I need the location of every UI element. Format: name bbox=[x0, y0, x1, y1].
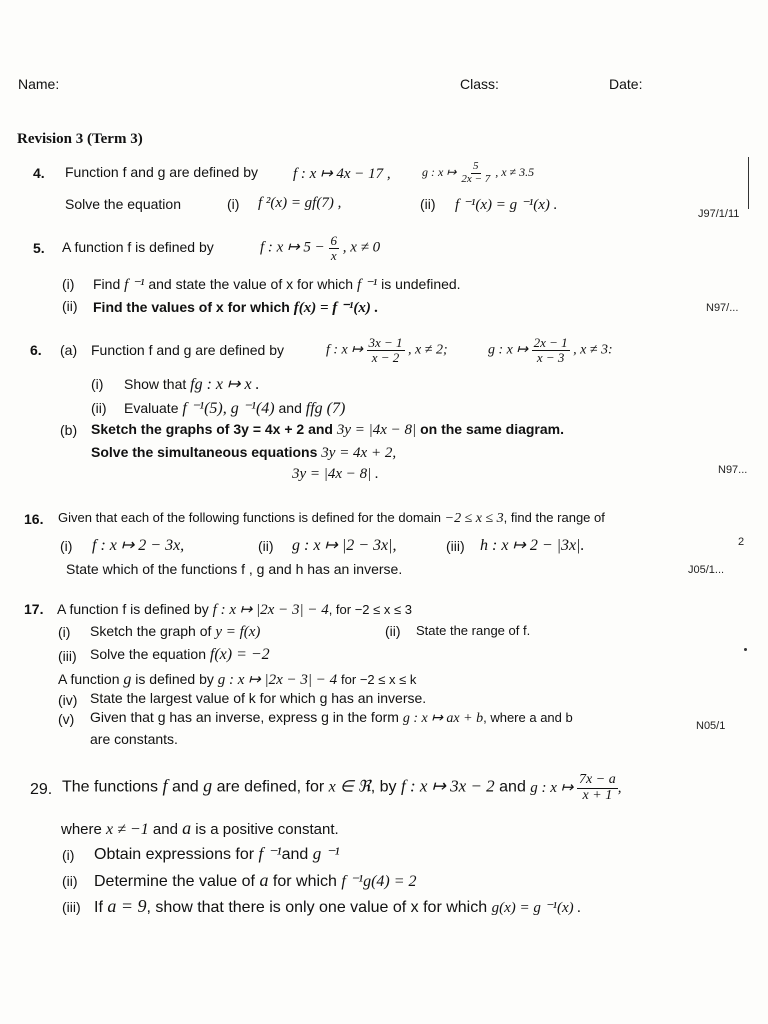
text: are defined, for bbox=[216, 778, 325, 796]
part-i-text bbox=[93, 275, 461, 294]
equation: f(x) = f ⁻¹(x) . bbox=[293, 300, 379, 316]
source-reference: J05/1... bbox=[688, 564, 725, 576]
sub-i-text bbox=[124, 374, 260, 394]
g-symbol: g bbox=[123, 671, 132, 688]
side-mark: 2 bbox=[738, 536, 745, 548]
text: and bbox=[152, 821, 178, 838]
f-lhs: f : x ↦ 5 − bbox=[260, 239, 325, 256]
text: Solve the equation bbox=[90, 646, 206, 662]
part-label: (v) bbox=[58, 711, 75, 727]
g-definition bbox=[488, 336, 613, 364]
source-reference: N97... bbox=[718, 464, 748, 476]
a-symbol: a bbox=[182, 818, 192, 838]
scan-dot-mark bbox=[744, 648, 747, 651]
fraction-denominator: 2x − 7 bbox=[461, 172, 491, 185]
condition: x ≠ −1 bbox=[106, 821, 149, 838]
equation: f ⁻¹g(4) = 2 bbox=[341, 873, 417, 890]
fraction-numerator: 6 bbox=[330, 233, 338, 248]
where-line bbox=[61, 818, 339, 839]
question-text bbox=[57, 600, 412, 619]
expression: ffg (7) bbox=[305, 400, 346, 417]
f-fraction bbox=[329, 234, 340, 262]
text: Show that bbox=[124, 376, 187, 392]
g-fraction bbox=[577, 773, 618, 803]
fraction-denominator: x − 2 bbox=[371, 349, 400, 365]
text: , for −2 ≤ x ≤ 3 bbox=[328, 602, 412, 617]
part-v-continued: are constants. bbox=[90, 731, 178, 747]
text: Find bbox=[93, 276, 121, 292]
question-text bbox=[58, 510, 605, 527]
solve-label: Solve the equation bbox=[65, 196, 181, 212]
f-lhs: f : x ↦ bbox=[326, 342, 363, 358]
solve-line bbox=[91, 444, 396, 462]
part-label: (ii) bbox=[258, 538, 274, 554]
function-h: h : x ↦ 2 − |3x|. bbox=[480, 537, 585, 554]
text: Given that g has an inverse, express g in the form bbox=[90, 709, 399, 725]
text: Determine the value of bbox=[94, 873, 255, 890]
f-inverse: f ⁻¹ bbox=[124, 277, 145, 293]
text: Solve the simultaneous equations bbox=[91, 444, 318, 460]
part-label: (a) bbox=[60, 342, 78, 358]
part-label: (ii) bbox=[62, 873, 78, 889]
part-ii-text: State the range of f. bbox=[416, 623, 531, 638]
text: , show that there is only one value of x for which bbox=[146, 899, 488, 916]
part-label: (ii) bbox=[91, 400, 107, 416]
part-label: (b) bbox=[60, 422, 78, 438]
g-symbol: g bbox=[203, 775, 213, 796]
question-text: Function f and g are defined by bbox=[91, 342, 285, 358]
text: and bbox=[499, 778, 526, 796]
question-number: 6. bbox=[30, 342, 42, 358]
text: A function f is defined by bbox=[57, 601, 209, 617]
text: Evaluate bbox=[124, 400, 179, 416]
g-lhs: g : x ↦ bbox=[488, 342, 529, 358]
part-i-text bbox=[94, 844, 340, 864]
g-fraction bbox=[459, 161, 492, 185]
equation-1: 3y = 4x + 2, bbox=[321, 445, 397, 461]
text: and state the value of x for which bbox=[148, 276, 354, 292]
equation-ii: f ⁻¹(x) = g ⁻¹(x) . bbox=[455, 197, 558, 213]
expression: f ⁻¹(5), g ⁻¹(4) bbox=[182, 400, 275, 417]
text: , find the range of bbox=[503, 510, 605, 525]
source-reference: N97/... bbox=[706, 302, 739, 314]
name-label: Name: bbox=[18, 76, 60, 92]
text: , by bbox=[370, 778, 397, 796]
question-number: 17. bbox=[24, 601, 44, 617]
question-number: 4. bbox=[33, 165, 45, 181]
fraction-numerator: 5 bbox=[473, 160, 479, 172]
page-title: Revision 3 (Term 3) bbox=[17, 131, 143, 147]
f-definition: f : x ↦ |2x − 3| − 4 bbox=[212, 602, 329, 618]
g-definition: g : x ↦ |2x − 3| − 4 bbox=[217, 672, 338, 688]
part-label: (ii) bbox=[385, 623, 401, 639]
text: Find the values of x for which bbox=[93, 299, 290, 315]
part-iv-text: State the largest value of k for which g has an inverse. bbox=[90, 690, 427, 706]
text: Obtain expressions for bbox=[94, 846, 255, 863]
question-number: 29. bbox=[30, 781, 53, 798]
inverse-question: State which of the functions f , g and h has an inverse. bbox=[66, 561, 403, 577]
part-label: (i) bbox=[91, 376, 104, 392]
part-label: (i) bbox=[62, 276, 75, 292]
g-definition bbox=[422, 161, 534, 185]
g-form: g : x ↦ ax + b bbox=[402, 711, 484, 726]
text: Given that each of the following functions is defined for the domain bbox=[58, 510, 442, 525]
text: on the same diagram. bbox=[420, 421, 565, 437]
part-ii-text bbox=[93, 298, 378, 317]
fraction-denominator: x − 3 bbox=[536, 349, 565, 365]
condition: a = 9 bbox=[107, 896, 147, 916]
equation-i: f ²(x) = gf(7) , bbox=[258, 195, 342, 211]
g-lhs: g : x ↦ bbox=[530, 779, 574, 796]
class-label: Class: bbox=[460, 76, 499, 92]
g-line bbox=[58, 670, 416, 689]
text: and bbox=[171, 778, 199, 796]
fraction-numerator: 3x − 1 bbox=[368, 335, 403, 350]
source-reference: J97/1/11 bbox=[698, 208, 740, 220]
g-lhs: g : x ↦ bbox=[422, 164, 457, 179]
source-reference: N05/1 bbox=[696, 720, 726, 732]
text: for which bbox=[272, 873, 337, 890]
part-label: (iv) bbox=[58, 692, 78, 708]
part-label: (ii) bbox=[420, 196, 436, 212]
question-number: 16. bbox=[24, 511, 44, 527]
text: for −2 ≤ x ≤ k bbox=[341, 672, 417, 687]
part-label: (ii) bbox=[62, 298, 78, 314]
f-definition bbox=[260, 234, 380, 262]
f-inverse: f ⁻¹ bbox=[356, 277, 378, 293]
part-iii-text bbox=[90, 646, 270, 664]
scan-edge-mark bbox=[748, 157, 749, 209]
fraction-denominator: x bbox=[330, 247, 337, 263]
text: is defined by bbox=[135, 671, 214, 687]
fraction-denominator: x + 1 bbox=[582, 787, 613, 803]
part-label: (i) bbox=[62, 847, 75, 863]
g-condition: , x ≠ 3: bbox=[573, 342, 613, 358]
f-fraction bbox=[367, 336, 405, 364]
f-inverse: f ⁻¹ bbox=[258, 844, 282, 863]
text: The functions bbox=[62, 778, 159, 796]
text: A function bbox=[58, 671, 120, 687]
text: Sketch the graphs of 3y = 4x + 2 and bbox=[91, 421, 333, 437]
f-condition: , x ≠ 0 bbox=[342, 239, 381, 256]
text: and bbox=[281, 846, 309, 863]
text: , where a and b bbox=[483, 710, 573, 725]
g-inverse: g ⁻¹ bbox=[312, 844, 340, 863]
text: is undefined. bbox=[381, 276, 461, 292]
part-ii-text bbox=[94, 870, 417, 891]
sub-ii-text bbox=[124, 398, 345, 418]
f-definition: f : x ↦ 4x − 17 , bbox=[293, 166, 391, 182]
fraction-numerator: 7x − a bbox=[579, 772, 616, 787]
date-label: Date: bbox=[609, 76, 643, 92]
g-condition: , x ≠ 3.5 bbox=[495, 164, 535, 179]
part-label: (i) bbox=[227, 196, 240, 212]
question-number: 5. bbox=[33, 240, 45, 256]
f-condition: , x ≠ 2; bbox=[408, 342, 448, 358]
part-label: (i) bbox=[58, 624, 71, 640]
equation: f(x) = −2 bbox=[209, 646, 270, 663]
domain: x ∈ ℜ bbox=[328, 778, 371, 796]
question-text bbox=[62, 773, 621, 803]
text: If bbox=[94, 899, 103, 916]
equation: fg : x ↦ x . bbox=[190, 376, 260, 393]
part-label: (i) bbox=[60, 538, 73, 554]
g-definition bbox=[530, 772, 622, 803]
g-fraction bbox=[532, 336, 570, 364]
function-g: g : x ↦ |2 − 3x|, bbox=[292, 537, 397, 554]
part-label: (iii) bbox=[58, 648, 77, 664]
text: where bbox=[61, 821, 102, 838]
part-iii-text bbox=[94, 896, 581, 917]
fraction-numerator: 2x − 1 bbox=[533, 335, 568, 350]
text: is a positive constant. bbox=[195, 821, 339, 838]
function-f: f : x ↦ 2 − 3x, bbox=[92, 537, 185, 554]
question-text: Function f and g are defined by bbox=[65, 164, 259, 180]
f-definition: f : x ↦ 3x − 2 bbox=[400, 776, 495, 796]
a-symbol: a bbox=[259, 870, 269, 890]
equation-2: 3y = |4x − 8| . bbox=[292, 466, 379, 482]
part-b-text bbox=[91, 421, 564, 439]
equation: g(x) = g ⁻¹(x) . bbox=[491, 900, 582, 916]
equation: y = f(x) bbox=[215, 624, 261, 640]
part-label: (iii) bbox=[62, 899, 81, 915]
g-tail: , bbox=[617, 779, 622, 796]
part-v-text bbox=[90, 709, 573, 727]
part-i-text bbox=[90, 623, 260, 641]
question-text: A function f is defined by bbox=[62, 239, 214, 255]
part-label: (iii) bbox=[446, 538, 465, 554]
domain: −2 ≤ x ≤ 3 bbox=[444, 511, 504, 526]
equation: 3y = |4x − 8| bbox=[336, 422, 417, 438]
f-definition bbox=[326, 336, 448, 364]
text: and bbox=[278, 400, 302, 416]
f-symbol: f bbox=[162, 775, 168, 796]
text: Sketch the graph of bbox=[90, 623, 212, 639]
